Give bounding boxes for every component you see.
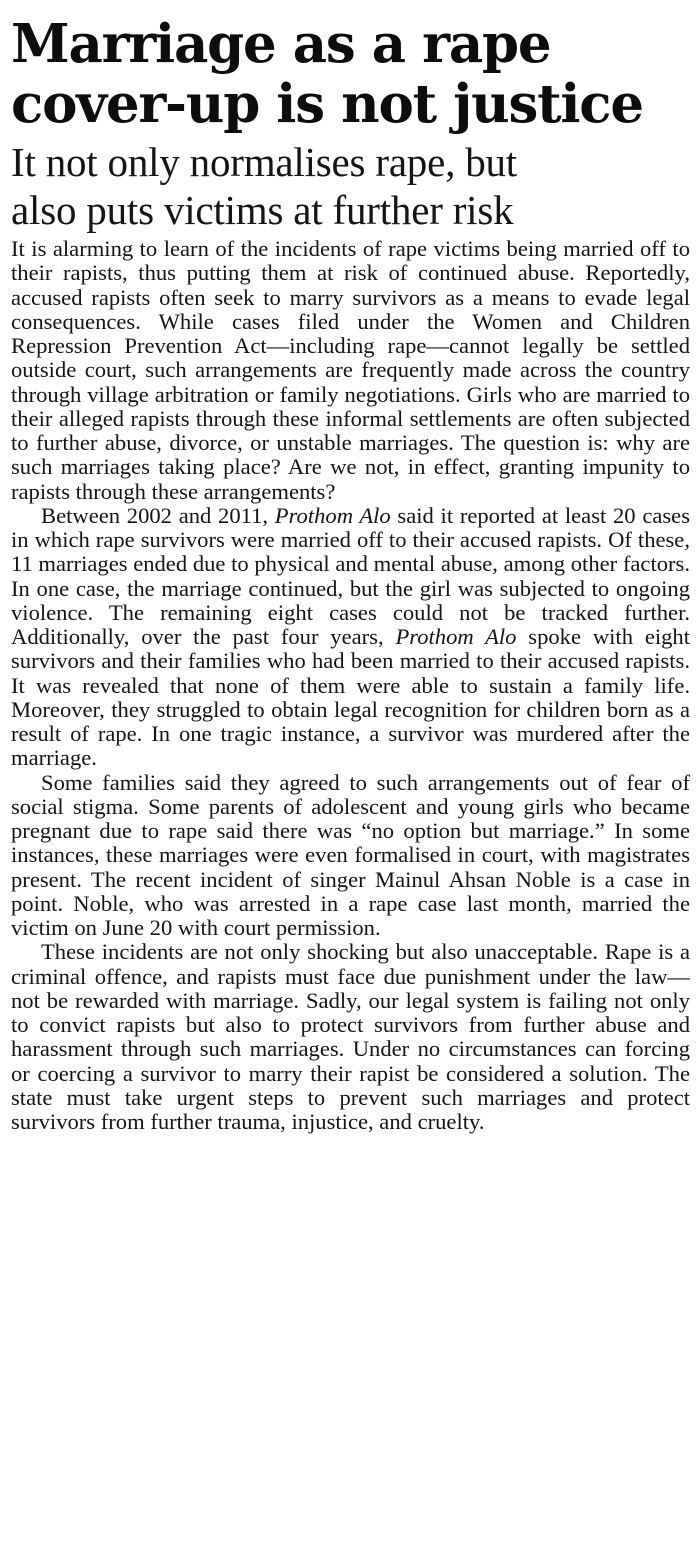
headline-line-2: cover-up is not justice [11, 73, 643, 135]
subheadline [11, 138, 690, 234]
paragraph-2-part-c: spoke with eight survivors and their families who had been married to their accused rapists. It was revealed that none of them were able to sustain a family life. Moreover, they struggled to obtain legal recognition for children born as a result of rape. In one tragic instance, a survivor was murdered after the marriage. [11, 624, 690, 771]
paragraph-3: Some families said they agreed to such arrangements out of fear of social stigma. Some parents of adolescent and young girls who became pregnant due to rape said there was “no option but marriage.” In some instances, these marriages were even formalised in court, with magistrates present. The recent incident of singer Mainul Ahsan Noble is a case in point. Noble, who was arrested in a rape case last month, married the victim on June 20 with court permission. [11, 769, 690, 940]
publication-name-italic: Prothom Alo [274, 502, 391, 528]
headline [11, 14, 690, 134]
subheadline-line-1: It not only normalises rape, but [11, 139, 517, 185]
publication-name-italic: Prothom Alo [395, 624, 517, 649]
article-body [11, 237, 690, 1134]
paragraph-2-part-a: Between 2002 and 2011, [41, 502, 275, 528]
subheadline-line-2: also puts victims at further risk [11, 187, 514, 233]
paragraph-1: It is alarming to learn of the incidents of rape victims being married off to their rapists, thus putting them at risk of continued abuse. Reportedly, accused rapists often seek to marry survivors as a means to evade legal consequences. While cases filed under the Women and Children Repression Prevention Act—including rape—cannot legally be settled outside court, such arrangements are frequently made across the country through village arbitration or family negotiations. Girls who are married to their alleged rapists through these informal settlements are often subjected to further abuse, divorce, or unstable marriages. The question is: why are such marriages taking place? Are we not, in effect, granting impunity to rapists through these arrangements? [11, 236, 690, 504]
paragraph-4: These incidents are not only shocking but also unacceptable. Rape is a criminal offence, and rapists must face due punishment under the law—not be rewarded with marriage. Sadly, our legal system is failing not only to convict rapists but also to protect survivors from further abuse and harassment through such marriages. Under no circumstances can forcing or coercing a survivor to marry their rapist be considered a solution. The state must take urgent steps to prevent such marriages and protect survivors from further trauma, injustice, and cruelty. [11, 939, 690, 1134]
paragraph-2 [11, 504, 690, 771]
headline-line-1: Marriage as a rape [11, 13, 551, 75]
paragraph-2-part-b: said it reported at least 20 cases in which rape survivors were married off to their accused rapists. Of these, 11 marriages ended due to physical and mental abuse, among other factors. In one case, the marriage continued, but the girl was subjected to ongoing violence. The remaining eight cases could not be tracked further. Additionally, over the past four years, [11, 502, 690, 649]
